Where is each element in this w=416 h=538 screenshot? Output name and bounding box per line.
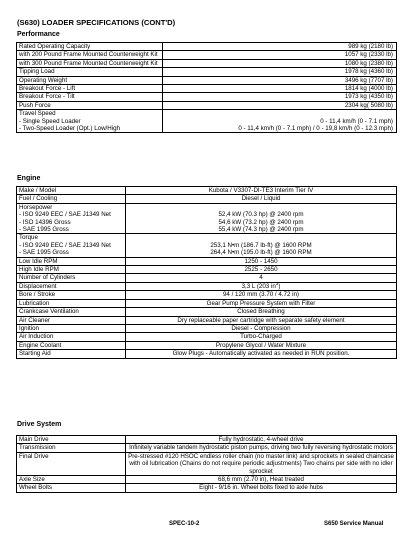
spec-value: 1814 kg (4000 lb) <box>163 85 397 93</box>
spec-value: Dry replaceable paper cartridge with separate safety element <box>126 316 397 324</box>
spec-value: 1080 kg (2380 lb) <box>163 59 397 67</box>
section-heading-performance: Performance <box>17 31 60 38</box>
travel-speed-sub-label: - Two-Speed Loader (Opt.) Low/High <box>19 125 120 133</box>
horsepower-sub-label: - ISO 14396 Gross <box>19 218 71 226</box>
spec-label: Make / Model <box>17 187 126 195</box>
table-row <box>17 452 397 475</box>
spec-value: Infinitely variable tandem hydrostatic piston pumps, driving two fully reversing hydrostatic motors <box>126 444 397 452</box>
table-row <box>17 333 397 341</box>
spec-label: Tipping Load <box>17 68 163 76</box>
table-row <box>17 266 397 274</box>
spec-value <box>126 203 397 234</box>
torque-label: Torque <box>19 234 38 242</box>
spec-value: Diesel / Liquid <box>126 195 397 203</box>
spec-label: High Idle RPM <box>17 266 126 274</box>
spec-label <box>17 110 163 133</box>
torque-value: 264,4 N•m (195.0 lb-ft) @ 1600 RPM <box>210 249 312 257</box>
table-row <box>17 68 397 76</box>
table-row <box>17 93 397 101</box>
spec-label: Crankcase Ventilation <box>17 308 126 316</box>
spec-label: Engine Coolant <box>17 341 126 349</box>
spec-label: Operating Weight <box>17 76 163 84</box>
table-row <box>17 436 397 444</box>
spec-value <box>163 110 397 133</box>
table-row <box>17 85 397 93</box>
performance-table <box>16 42 397 133</box>
spec-label: Number of Cylinders <box>17 274 126 282</box>
spec-value: 1250 - 1450 <box>126 257 397 265</box>
torque-sub-label: - SAE 1995 Gross <box>19 249 69 257</box>
table-row <box>17 350 397 358</box>
torque-value: 253,1 N•m (186.7 lb-ft) @ 1600 RPM <box>210 241 312 249</box>
spec-value: Kubota / V3307-DI-TE3 Interim Tier IV <box>126 187 397 195</box>
spec-value: 1978 kg (4360 lb) <box>163 68 397 76</box>
spec-label: Bore / Stroke <box>17 291 126 299</box>
spec-value: 2304 kg( 5080 lb) <box>163 101 397 109</box>
spec-value: 989 kg (2180 lb) <box>163 43 397 51</box>
section-heading-engine: Engine <box>17 175 41 182</box>
spec-label: Breakout Force - Lift <box>17 85 163 93</box>
spec-label: Main Drive <box>17 436 126 444</box>
page-title: (S630) LOADER SPECIFICATIONS (CONT'D) <box>17 18 176 27</box>
horsepower-value: 52,4 kW (70.3 hp) @ 2400 rpm <box>218 211 304 219</box>
spec-label: Air Induction <box>17 333 126 341</box>
spec-label: Air Cleaner <box>17 316 126 324</box>
spec-value: Pre-stressed #120 HSOC endless roller chain (no master link) and sprockets in sealed chaincase with oil lubrication (Chains do not require periodic adjustments) Two chains per side with no idler sprocket <box>126 452 397 475</box>
spec-value: Eight - 9/16 in. Wheel bolts fixed to axle hubs <box>126 484 397 492</box>
table-row <box>17 484 397 492</box>
table-row <box>17 291 397 299</box>
table-row <box>17 316 397 324</box>
spec-value: 3496 kg (7707 lb) <box>163 76 397 84</box>
table-row <box>17 59 397 67</box>
spec-value: 1973 kg (4350 lb) <box>163 93 397 101</box>
drive-system-table <box>16 435 397 493</box>
spec-value: 2525 - 2650 <box>126 266 397 274</box>
spec-label: Fuel / Cooling <box>17 195 126 203</box>
table-row <box>17 203 397 234</box>
spec-label: Axle Size <box>17 476 126 484</box>
spec-label: Ignition <box>17 324 126 332</box>
table-row <box>17 195 397 203</box>
horsepower-sub-label: - ISO 9249 EEC / SAE J1349 Net <box>19 211 111 219</box>
spec-label: with 300 Pound Frame Mounted Counterweight Kit <box>17 59 163 67</box>
spec-label: Rated Operating Capacity <box>17 43 163 51</box>
travel-speed-label: Travel Speed <box>19 110 56 118</box>
horsepower-value: 55,4 kW (74.3 hp) @ 2400 rpm <box>218 226 304 234</box>
spec-value: 94 / 120 mm (3.70 / 4.72 in) <box>126 291 397 299</box>
table-row <box>17 234 397 257</box>
spec-value: Gear Pump Pressure System with Filter <box>126 299 397 307</box>
table-row <box>17 274 397 282</box>
table-row <box>17 282 397 290</box>
table-row <box>17 324 397 332</box>
travel-speed-value: 0 - 11,4 km/h (0 - 7.1 mph) <box>320 117 393 125</box>
table-row <box>17 341 397 349</box>
horsepower-value: 54,6 kW (73.2 hp) @ 2400 rpm <box>218 218 304 226</box>
spec-value <box>126 282 397 290</box>
spec-value: 4 <box>126 274 397 282</box>
spec-label: Low Idle RPM <box>17 257 126 265</box>
page-number: SPEC-10-2 <box>169 521 200 527</box>
spec-label: Final Drive <box>17 452 126 475</box>
displacement-superscript: 3 <box>275 280 279 286</box>
spec-label <box>17 203 126 234</box>
table-row <box>17 110 397 133</box>
spec-value: 68,6 mm (2.70 in), Heat treated <box>126 476 397 484</box>
spec-value: Fully hydrostatic, 4-wheel drive <box>126 436 397 444</box>
spec-label: with 200 Pound Frame Mounted Counterweight Kit <box>17 51 163 59</box>
spec-value: Glow Plugs - Automatically activated as needed in RUN position. <box>126 350 397 358</box>
table-row <box>17 187 397 195</box>
spec-value: Turbo-Charged <box>126 333 397 341</box>
spec-label: Breakout Force - Tilt <box>17 93 163 101</box>
horsepower-label: Horsepower <box>19 203 53 211</box>
travel-speed-value: 0 - 11,4 km/h (0 - 7.1 mph) / 0 - 19,8 km/h (0 - 12.3 mph) <box>238 125 393 133</box>
spec-value: Propylene Glycol / Water Mixture <box>126 341 397 349</box>
displacement-value: 3,3 L (203 in <box>241 282 276 290</box>
manual-title: S650 Service Manual <box>324 521 384 527</box>
spec-label: Displacement <box>17 282 126 290</box>
engine-table <box>16 186 397 359</box>
table-row <box>17 444 397 452</box>
table-row <box>17 257 397 265</box>
spec-value: Diesel - Compression <box>126 324 397 332</box>
torque-sub-label: - ISO 9249 EEC / SAE J1349 Net <box>19 241 111 249</box>
table-row <box>17 43 397 51</box>
spec-label <box>17 234 126 257</box>
table-row <box>17 76 397 84</box>
displacement-value-end: ) <box>278 282 281 290</box>
section-heading-drive-system: Drive System <box>17 421 62 428</box>
spec-label: Push Force <box>17 101 163 109</box>
spec-value: Closed Breathing <box>126 308 397 316</box>
table-row <box>17 299 397 307</box>
spec-label: Transmission <box>17 444 126 452</box>
table-row <box>17 308 397 316</box>
spec-label: Lubrication <box>17 299 126 307</box>
spec-label: Starting Aid <box>17 350 126 358</box>
spec-value <box>126 234 397 257</box>
table-row <box>17 51 397 59</box>
table-row <box>17 476 397 484</box>
spec-label: Wheel Bolts <box>17 484 126 492</box>
horsepower-sub-label: - SAE 1995 Gross <box>19 226 69 234</box>
table-row <box>17 101 397 109</box>
travel-speed-sub-label: - Single Speed Loader <box>19 117 81 125</box>
spec-value: 1057 kg (2330 lb) <box>163 51 397 59</box>
